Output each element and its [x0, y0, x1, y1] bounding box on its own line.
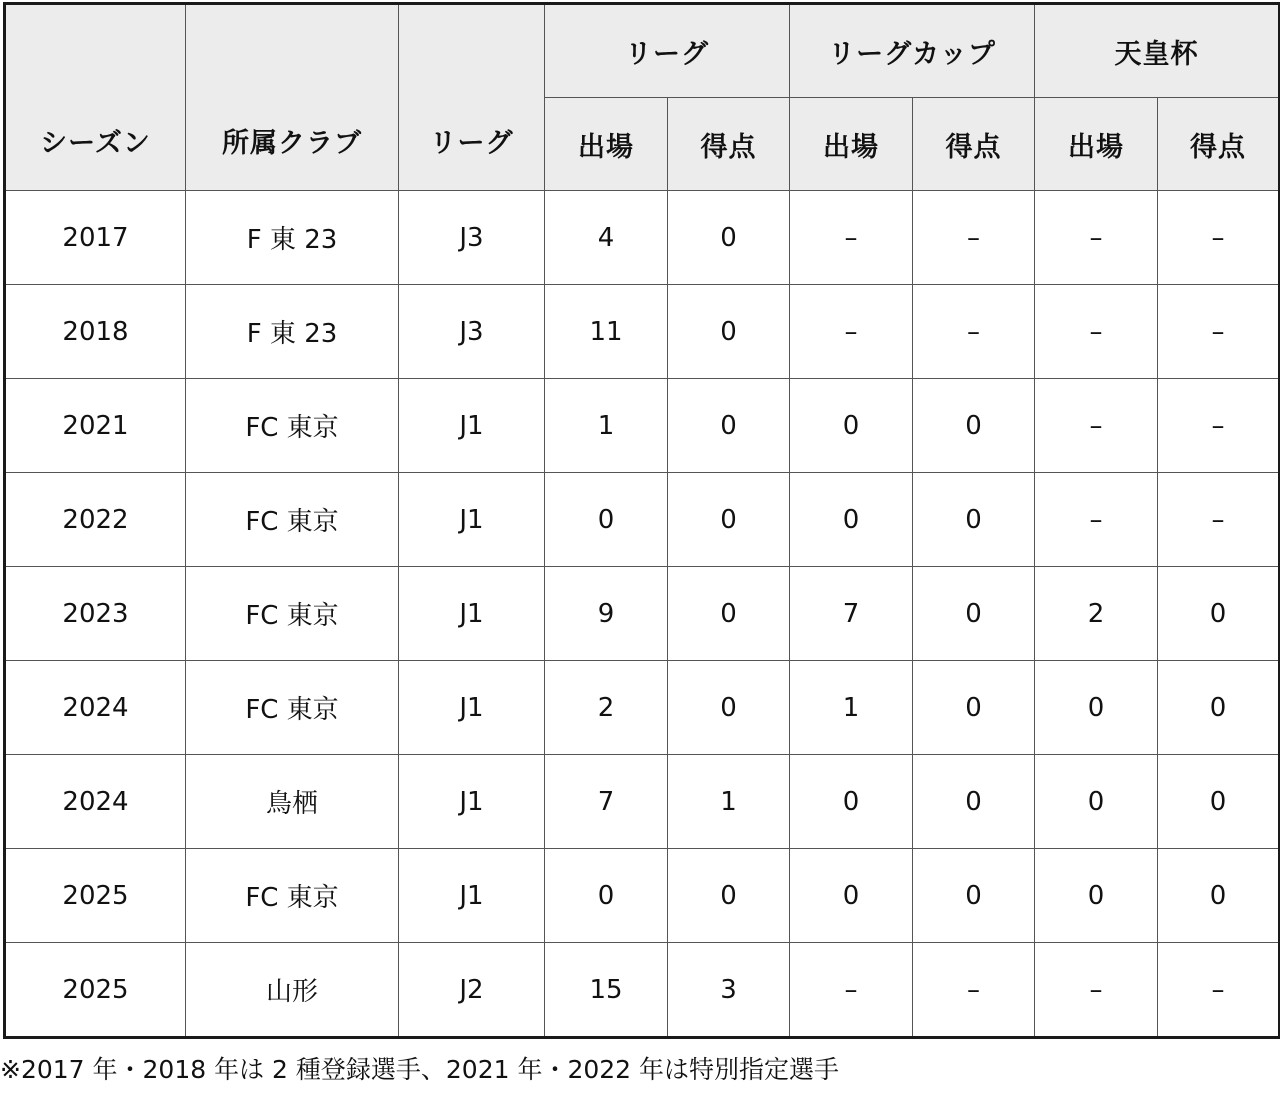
header-group-league-cup: リーグカップ	[790, 4, 1035, 98]
cell-emperor-goals: –	[1158, 285, 1280, 379]
cell-cup-apps: –	[790, 285, 913, 379]
table-row	[5, 285, 1280, 379]
header-emperor-apps: 出場	[1035, 98, 1158, 191]
cell-emperor-apps: –	[1035, 943, 1158, 1038]
cell-emperor-goals: 0	[1158, 567, 1280, 661]
career-stats-table	[3, 2, 1280, 1039]
cell-season: 2022	[5, 473, 186, 567]
cell-league: J3	[399, 191, 545, 285]
cell-emperor-apps: 0	[1035, 661, 1158, 755]
cell-cup-apps: –	[790, 943, 913, 1038]
cell-cup-goals: 0	[913, 661, 1035, 755]
cell-emperor-goals: 0	[1158, 755, 1280, 849]
cell-league-apps: 7	[545, 755, 668, 849]
cell-league-apps: 4	[545, 191, 668, 285]
table-row	[5, 473, 1280, 567]
header-club: 所属クラブ	[186, 4, 399, 191]
cell-club: FC 東京	[186, 661, 399, 755]
cell-league-apps: 2	[545, 661, 668, 755]
cell-cup-apps: 0	[790, 379, 913, 473]
cell-cup-apps: 0	[790, 849, 913, 943]
cell-league-apps: 0	[545, 849, 668, 943]
cell-emperor-apps: 0	[1035, 755, 1158, 849]
cell-season: 2017	[5, 191, 186, 285]
cell-league-apps: 11	[545, 285, 668, 379]
cell-league-goals: 0	[668, 379, 790, 473]
cell-emperor-apps: –	[1035, 379, 1158, 473]
header-group-league: リーグ	[545, 4, 790, 98]
cell-league-goals: 0	[668, 849, 790, 943]
header-cup-goals: 得点	[913, 98, 1035, 191]
cell-season: 2025	[5, 943, 186, 1038]
cell-emperor-apps: –	[1035, 473, 1158, 567]
table-row	[5, 755, 1280, 849]
cell-cup-goals: 0	[913, 473, 1035, 567]
header-row-groups	[5, 4, 1280, 98]
table-row	[5, 661, 1280, 755]
cell-club: 山形	[186, 943, 399, 1038]
cell-league: J2	[399, 943, 545, 1038]
cell-league: J1	[399, 379, 545, 473]
cell-club: FC 東京	[186, 567, 399, 661]
cell-season: 2018	[5, 285, 186, 379]
cell-emperor-apps: 0	[1035, 849, 1158, 943]
table-row	[5, 191, 1280, 285]
cell-league-goals: 0	[668, 285, 790, 379]
cell-club: FC 東京	[186, 849, 399, 943]
cell-club: FC 東京	[186, 379, 399, 473]
header-league: リーグ	[399, 4, 545, 191]
cell-emperor-apps: –	[1035, 285, 1158, 379]
cell-cup-goals: 0	[913, 567, 1035, 661]
table-row	[5, 379, 1280, 473]
cell-league-goals: 0	[668, 567, 790, 661]
cell-cup-apps: 7	[790, 567, 913, 661]
cell-emperor-goals: 0	[1158, 661, 1280, 755]
cell-league-goals: 0	[668, 473, 790, 567]
table-row	[5, 849, 1280, 943]
cell-emperor-apps: 2	[1035, 567, 1158, 661]
cell-season: 2021	[5, 379, 186, 473]
cell-club: FC 東京	[186, 473, 399, 567]
cell-league: J3	[399, 285, 545, 379]
cell-emperor-goals: –	[1158, 379, 1280, 473]
cell-cup-goals: –	[913, 285, 1035, 379]
header-season: シーズン	[5, 4, 186, 191]
footnote: ※2017 年・2018 年は 2 種登録選手、2021 年・2022 年は特別指定選手	[0, 1055, 840, 1084]
cell-league-goals: 0	[668, 191, 790, 285]
table-header	[5, 4, 1280, 191]
cell-league-apps: 9	[545, 567, 668, 661]
table-row	[5, 567, 1280, 661]
header-league-goals: 得点	[668, 98, 790, 191]
cell-emperor-goals: –	[1158, 191, 1280, 285]
cell-league-goals: 3	[668, 943, 790, 1038]
cell-league: J1	[399, 661, 545, 755]
cell-emperor-apps: –	[1035, 191, 1158, 285]
header-league-apps: 出場	[545, 98, 668, 191]
cell-league: J1	[399, 849, 545, 943]
cell-cup-goals: –	[913, 943, 1035, 1038]
cell-cup-apps: 0	[790, 755, 913, 849]
cell-season: 2025	[5, 849, 186, 943]
cell-cup-apps: 1	[790, 661, 913, 755]
cell-league: J1	[399, 755, 545, 849]
cell-season: 2024	[5, 661, 186, 755]
cell-league: J1	[399, 473, 545, 567]
table-body	[5, 191, 1280, 1038]
cell-cup-apps: 0	[790, 473, 913, 567]
cell-cup-goals: 0	[913, 379, 1035, 473]
cell-league-apps: 0	[545, 473, 668, 567]
header-group-emperors-cup: 天皇杯	[1035, 4, 1280, 98]
cell-cup-goals: 0	[913, 755, 1035, 849]
header-cup-apps: 出場	[790, 98, 913, 191]
table-row	[5, 943, 1280, 1038]
cell-emperor-goals: –	[1158, 943, 1280, 1038]
cell-league-goals: 1	[668, 755, 790, 849]
cell-emperor-goals: –	[1158, 473, 1280, 567]
cell-league-apps: 15	[545, 943, 668, 1038]
cell-season: 2023	[5, 567, 186, 661]
cell-club: F 東 23	[186, 285, 399, 379]
cell-club: 鳥栖	[186, 755, 399, 849]
cell-cup-apps: –	[790, 191, 913, 285]
cell-club: F 東 23	[186, 191, 399, 285]
cell-league-goals: 0	[668, 661, 790, 755]
cell-league: J1	[399, 567, 545, 661]
cell-cup-goals: 0	[913, 849, 1035, 943]
header-emperor-goals: 得点	[1158, 98, 1280, 191]
cell-cup-goals: –	[913, 191, 1035, 285]
cell-league-apps: 1	[545, 379, 668, 473]
cell-emperor-goals: 0	[1158, 849, 1280, 943]
cell-season: 2024	[5, 755, 186, 849]
